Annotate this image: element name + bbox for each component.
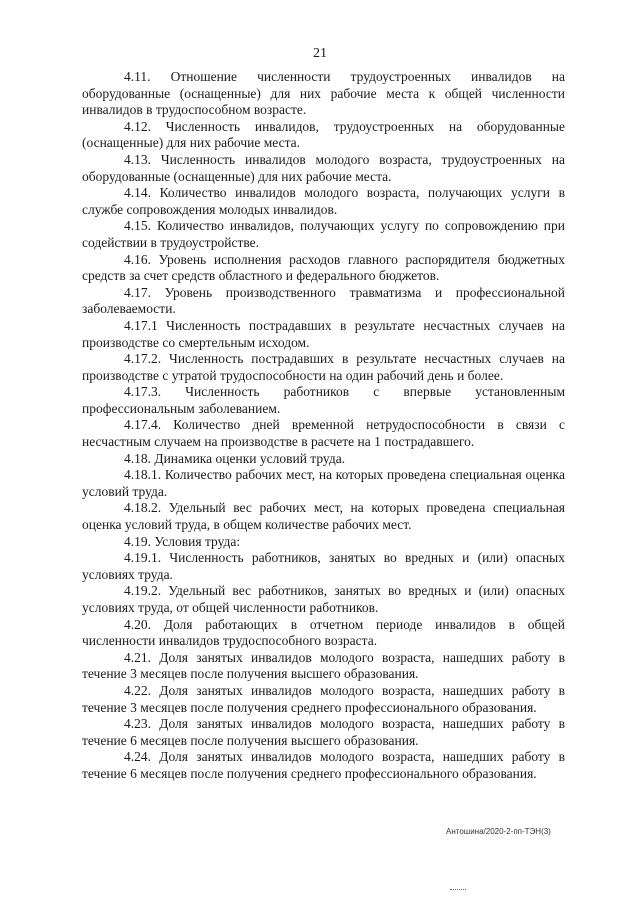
paragraph-4-18-1: 4.18.1. Количество рабочих мест, на которых проведена специальная оценка условий труда.: [82, 467, 565, 499]
paragraph-4-23: 4.23. Доля занятых инвалидов молодого возраста, нашедших работу в течение 6 месяцев после получения высшего образования.: [82, 716, 565, 748]
paragraph-4-20: 4.20. Доля работающих в отчетном периоде инвалидов в общей численности инвалидов трудоспособного возраста.: [82, 616, 565, 649]
scan-artifact: [450, 889, 466, 891]
paragraph-4-11: 4.11. Отношение численности трудоустроенных инвалидов на оборудованные (оснащенные) для них рабочие места к общей численности инвалидов в трудоспособном возрасте.: [82, 69, 565, 118]
paragraph-4-21: 4.21. Доля занятых инвалидов молодого возраста, нашедших работу в течение 3 месяцев после получения высшего образования.: [82, 649, 565, 682]
paragraph-4-19: 4.19. Условия труда:: [124, 533, 241, 549]
paragraph-4-18-2: 4.18.2. Удельный вес рабочих мест, на которых проведена специальная оценка условий труда, в общем количестве рабочих мест.: [82, 500, 565, 533]
page-number: 21: [313, 46, 327, 61]
paragraph-4-17-3: 4.17.3. Численность работников с впервые установленным профессиональным заболеванием.: [82, 384, 565, 416]
paragraph-4-17: 4.17. Уровень производственного травматизма и профессиональной заболеваемости.: [82, 284, 565, 317]
paragraph-4-19-2: 4.19.2. Удельный вес работников, занятых во вредных и (или) опасных условиях труда, от общей численности работников.: [82, 583, 565, 615]
paragraph-4-13: 4.13. Численность инвалидов молодого возраста, трудоустроенных на оборудованные (оснащенные) для них рабочие места.: [82, 151, 565, 184]
paragraph-4-15: 4.15. Количество инвалидов, получающих услугу по сопровождению при содействии в трудоустройстве.: [82, 218, 565, 250]
paragraph-4-17-4: 4.17.4. Количество дней временной нетрудоспособности в связи с несчастным случаем на производстве в расчете на 1 пострадавшего.: [82, 417, 565, 450]
paragraph-4-17-1: 4.17.1 Численность пострадавших в результате несчастных случаев на производстве со смертельным исходом.: [82, 317, 565, 350]
paragraph-4-19-1: 4.19.1. Численность работников, занятых во вредных и (или) опасных условиях труда.: [82, 550, 565, 582]
paragraph-4-12: 4.12. Численность инвалидов, трудоустроенных на оборудованные (оснащенные) для них рабочие места.: [82, 118, 565, 151]
paragraph-4-16: 4.16. Уровень исполнения расходов главного распорядителя бюджетных средств за счет средств областного и федерального бюджетов.: [82, 251, 565, 284]
document-body: [82, 69, 565, 783]
paragraph-4-24: 4.24. Доля занятых инвалидов молодого возраста, нашедших работу в течение 6 месяцев после получения среднего профессионального образования.: [82, 749, 565, 781]
document-code: Антошина/2020-2-пп-ТЭН(3): [446, 827, 551, 836]
paragraph-4-22: 4.22. Доля занятых инвалидов молодого возраста, нашедших работу в течение 3 месяцев после получения среднего профессионального образования.: [82, 682, 565, 715]
paragraph-4-17-2: 4.17.2. Численность пострадавших в результате несчастных случаев на производстве с утратой трудоспособности на один рабочий день и более.: [82, 351, 565, 383]
paragraph-4-14: 4.14. Количество инвалидов молодого возраста, получающих услуги в службе сопровождения молодых инвалидов.: [82, 185, 565, 217]
paragraph-4-18: 4.18. Динамика оценки условий труда.: [124, 450, 346, 466]
